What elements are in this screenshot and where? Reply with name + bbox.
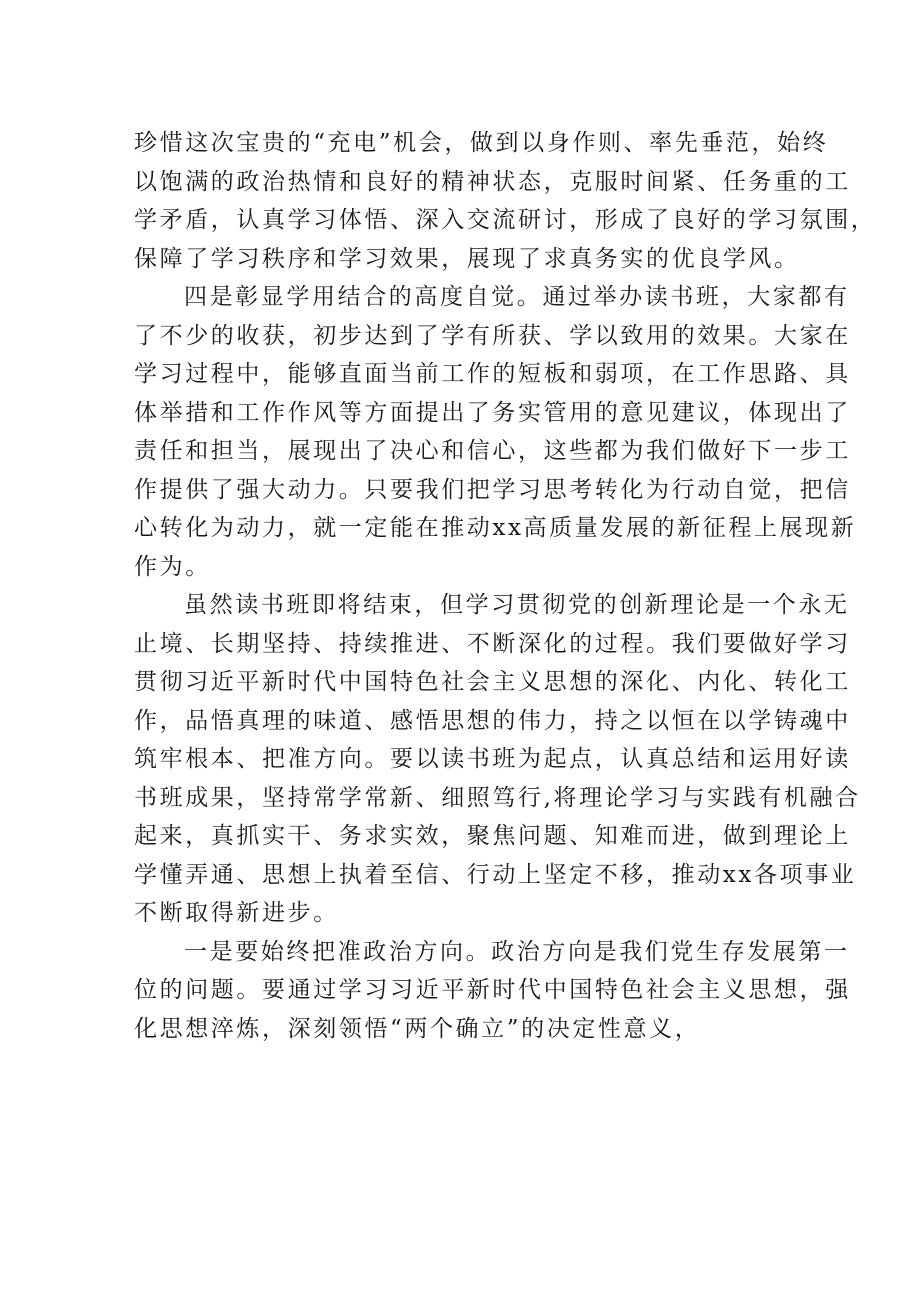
text-line: 学矛盾，认真学习体悟、深入交流研讨，形成了良好的学习氛围， — [134, 207, 877, 233]
text-line: 虽然读书班即将结束，但学习贯彻党的创新理论是一个永无 — [184, 592, 850, 618]
paragraph — [134, 586, 861, 933]
text-line: 止境、长期坚持、持续推进、不断深化的过程。我们要做好学习 — [134, 630, 851, 657]
text-line: 化思想淬炼，深刻领悟“两个确立”的决定性意义， — [134, 1015, 701, 1042]
text-line: 一是要始终把准政治方向。政治方向是我们党生存发展第一 — [184, 938, 850, 965]
paragraph — [134, 124, 877, 278]
text-line: 作提供了强大动力。只要我们把学习思考转化为行动自觉，把信 — [134, 476, 851, 503]
text-line: 贯彻习近平新时代中国特色社会主义思想的深化、内化、转化工 — [134, 669, 851, 695]
document-body — [134, 124, 877, 1048]
text-line: 学懂弄通、思想上执着至信、行动上坚定不移，推动xx各项事业 — [134, 861, 857, 888]
text-line: 责任和担当，展现出了决心和信心，这些都为我们做好下一步工 — [134, 438, 851, 464]
text-line: 不断取得新进步。 — [134, 900, 339, 926]
text-line: 保障了学习秩序和学习效果，展现了求真务实的优良学风。 — [134, 245, 800, 272]
text-line: 筑牢根本、把准方向。要以读书班为起点，认真总结和运用好读 — [134, 746, 851, 772]
text-line: 以饱满的政治热情和良好的精神状态，克服时间紧、任务重的工 — [134, 168, 851, 195]
paragraph — [134, 278, 857, 586]
text-line: 心转化为动力，就一定能在推动xx高质量发展的新征程上展现新 — [134, 515, 857, 541]
text-line: 了不少的收获，初步达到了学有所获、学以致用的效果。大家在 — [134, 322, 851, 349]
text-line: 珍惜这次宝贵的“充电”机会，做到以身作则、率先垂范，始终 — [134, 130, 829, 156]
text-line: 体举措和工作作风等方面提出了务实管用的意见建议，体现出了 — [134, 399, 851, 426]
paragraph — [134, 933, 851, 1049]
text-line: 起来，真抓实干、务求实效，聚焦问题、知难而进，做到理论上 — [134, 823, 851, 849]
text-line: 位的问题。要通过学习习近平新时代中国特色社会主义思想，强 — [134, 977, 851, 1003]
text-line: 四是彰显学用结合的高度自觉。通过举办读书班，大家都有 — [184, 284, 850, 310]
text-line: 作，品悟真理的味道、感悟思想的伟力，持之以恒在以学铸魂中 — [134, 707, 851, 734]
text-line: 学习过程中，能够直面当前工作的短板和弱项，在工作思路、具 — [134, 361, 851, 387]
text-line: 作为。 — [134, 553, 211, 580]
text-line: 书班成果，坚持常学常新、细照笃行,将理论学习与实践有机融合 — [134, 784, 861, 811]
